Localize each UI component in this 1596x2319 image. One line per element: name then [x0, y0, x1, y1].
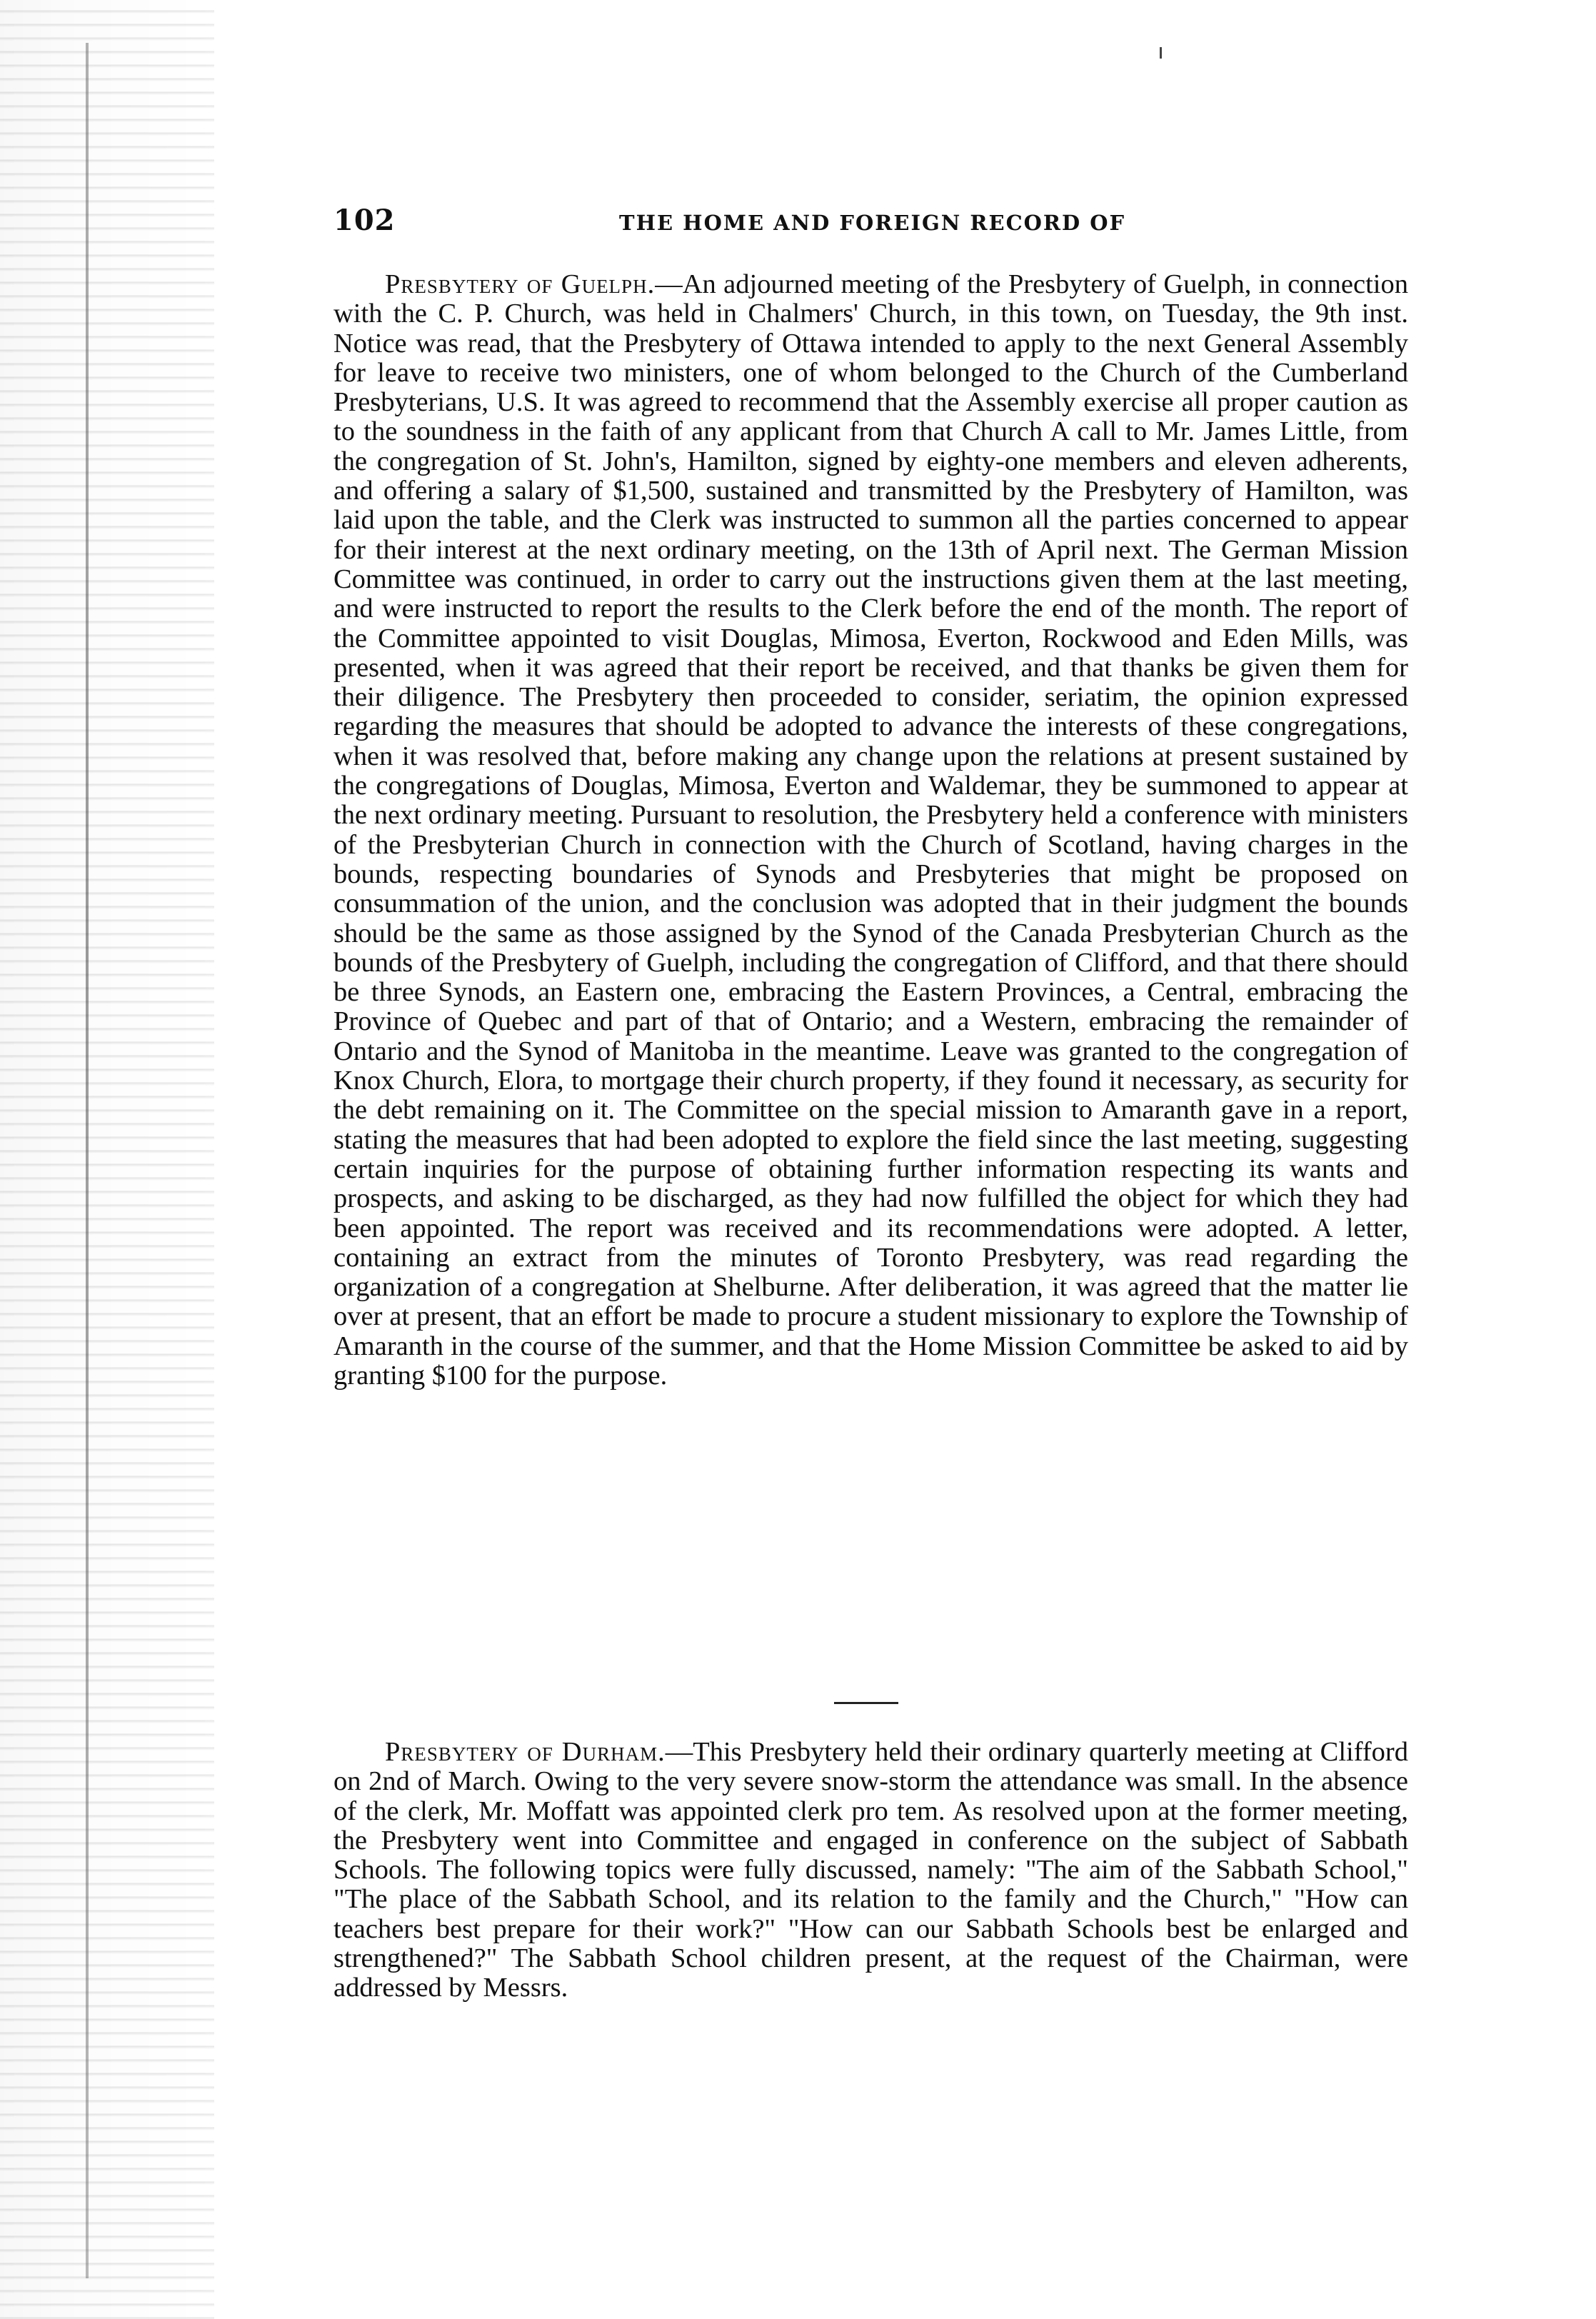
- article-body: —An adjourned meeting of the Presbytery of Guelph, in connection with the C. P. Church, was held in Chalmers' Church, in this town, on Tuesday, the 9th inst. Notice was read, that the Presbytery of Ottawa intended to apply to the next General Assembly for leave to receive two ministers, one of whom belonged to the Church of the Cumberland Presbyterians, U.S. It was agreed to recommend that the Assembly exercise all proper caution as to the soundness in the faith of any applicant from that Church A call to Mr. James Little, from the congregation of St. John's, Hamilton, signed by eighty-one members and eleven adherents, and offering a salary of $1,500, sustained and transmitted by the Presbytery of Hamilton, was laid upon the table, and the Clerk was instructed to summon all the parties concerned to appear for their interest at the next ordinary meeting, on the 13th of April next. The German Mission Committee was continued, in order to carry out the instructions given them at the last meeting, and were instructed to report the results to the Clerk before the end of the month. The report of the Committee appointed to visit Douglas, Mimosa, Everton, Rockwood and Eden Mills, was presented, when it was agreed that their report be received, and that thanks be given them for their diligence. The Presbytery then proceeded to consider, seriatim, the opinion expressed regarding the measures that should be adopted to advance the interests of these congregations, when it was resolved that, before making any change upon the relations at present sustained by the congregations of Douglas, Mimosa, Everton and Waldemar, they be summoned to appear at the next ordinary meeting. Pursuant to resolution, the Presbytery held a conference with ministers of the Presbyterian Church in connection with the Church of Scotland, having charges in the bounds, respecting boundaries of Synods and Presbyteries that might be proposed on consummation of the union, and the conclusion was adopted that in their judgment the bounds should be the same as those assigned by the Synod of the Canada Presbyterian Church as the bounds of the Presbytery of Guelph, including the congregation of Clifford, and that there should be three Synods, an Eastern one, embracing the Eastern Provinces, a Central, embracing the Province of Quebec and part of that of Ontario; and a Western, embracing the remainder of Ontario and the Synod of Manitoba in the meantime. Leave was granted to the congregation of Knox Church, Elora, to mortgage their church property, if they found it necessary, as security for the debt remaining on it. The Committee on the special mission to Amaranth gave in a report, stating the measures that had been adopted to explore the field since the last meeting, suggesting certain inquiries for the purpose of obtaining further information respecting its wants and prospects, and asking to be discharged, as they had now fulfilled the object for which they had been appointed. The report was received and its recommendations were adopted. A letter, containing an extract from the minutes of Toronto Presbytery, was read regarding the organization of a congregation at Shelburne. After deliberation, it was agreed that the matter lie over at present, that an effort be made to procure a student missionary to explore the Township of Amaranth in the course of the summer, and that the Home Mission Committee be asked to aid by granting $100 for the purpose.: [333, 269, 1408, 1391]
- scan-speck: [1160, 47, 1162, 59]
- scan-binding-shadow: [0, 0, 214, 2319]
- section-divider: [834, 1702, 898, 1704]
- running-head: [333, 204, 1405, 246]
- page-number: 102: [333, 204, 396, 237]
- article-presbytery-of-guelph: [333, 270, 1408, 1391]
- article-heading: Presbytery of Durham.: [385, 1737, 666, 1767]
- scan-binding-line: [86, 43, 89, 2278]
- article-body: —This Presbytery held their ordinary quarterly meeting at Clifford on 2nd of March. Owing to the very severe snow-storm the attendance was small. In the absence of the clerk, Mr. Moffatt was appointed clerk pro tem. As resolved upon at the former meeting, the Presbytery went into Committee and engaged in conference on the subject of Sabbath Schools. The following topics were fully discussed, namely: "The aim of the Sabbath School," "The place of the Sabbath School, and its relation to the family and the Church," "How can teachers best prepare for their work?" "How can our Sabbath Schools best be enlarged and strengthened?" The Sabbath School children present, at the request of the Chairman, were addressed by Messrs.: [333, 1737, 1408, 2003]
- article-paragraph: [333, 270, 1408, 1391]
- journal-title: THE HOME AND FOREIGN RECORD OF: [619, 211, 1126, 235]
- article-presbytery-of-durham: [333, 1738, 1408, 2003]
- article-paragraph: [333, 1738, 1408, 2003]
- article-heading: Presbytery of Guelph.: [385, 269, 656, 299]
